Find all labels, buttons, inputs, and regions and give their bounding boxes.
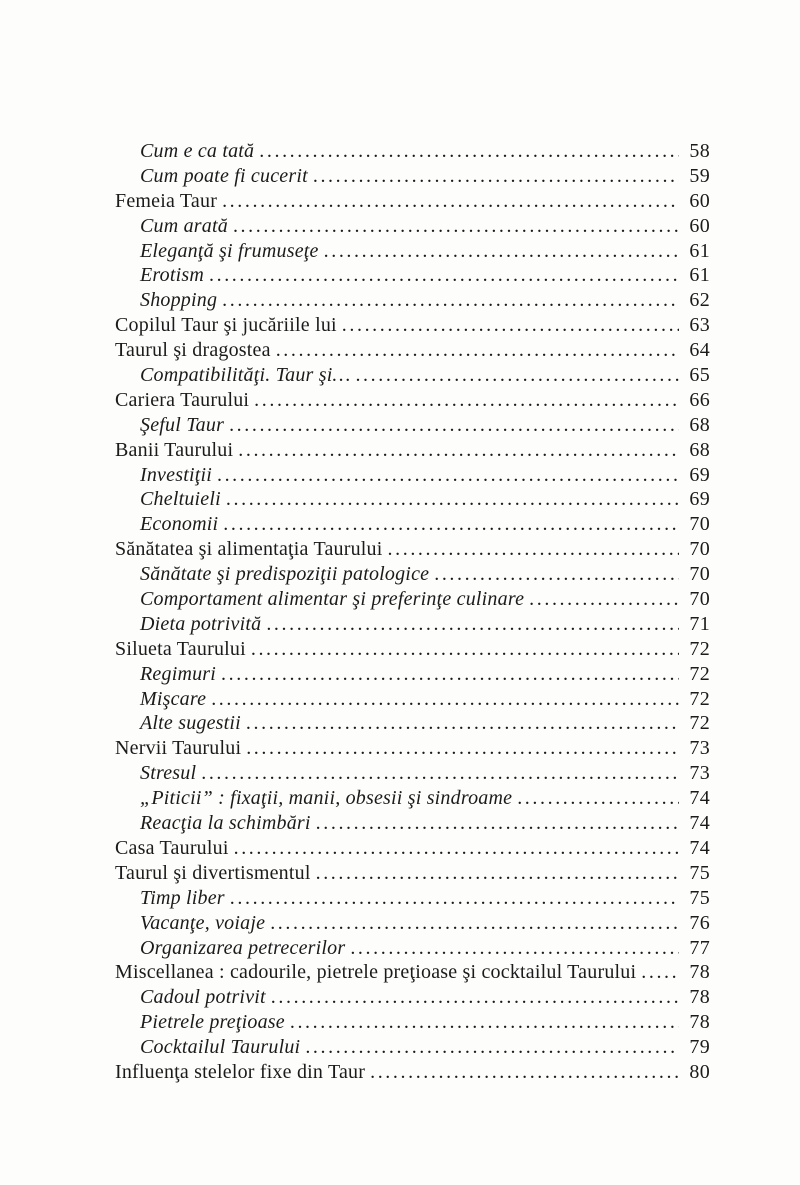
toc-entry: [115, 289, 710, 314]
toc-entry: [115, 414, 710, 439]
toc-entry: [115, 961, 710, 986]
toc-entry-title: Sănătate şi predispoziţii patologice: [140, 563, 430, 586]
toc-entry-title: Erotism: [140, 264, 204, 287]
toc-entry-page: 61: [689, 264, 710, 287]
toc-entry-page: 73: [689, 762, 710, 785]
toc-list: [115, 140, 710, 1086]
toc-entry-page: 77: [689, 936, 710, 959]
toc-entry-page: 69: [689, 488, 710, 511]
toc-entry-title: Cum poate fi cucerit: [140, 164, 308, 187]
dot-leader: [222, 289, 679, 312]
toc-entry: [115, 513, 710, 538]
dot-leader: [254, 389, 679, 412]
toc-entry: [115, 712, 710, 737]
dot-leader: [355, 364, 679, 387]
toc-entry: [115, 588, 710, 613]
toc-entry-title: Mişcare: [140, 687, 207, 710]
dot-leader: [290, 1011, 679, 1034]
toc-entry: [115, 439, 710, 464]
toc-entry-title: Cariera Taurului: [115, 388, 250, 411]
toc-entry-title: Comportament alimentar şi preferinţe culinare: [140, 588, 525, 611]
toc-entry: [115, 663, 710, 688]
toc-entry-title: Taurul şi dragostea: [115, 339, 271, 362]
dot-leader: [370, 1061, 679, 1084]
dot-leader: [209, 264, 679, 287]
toc-entry-title: Taurul şi divertismentul: [115, 861, 311, 884]
toc-entry: [115, 314, 710, 339]
dot-leader: [234, 837, 679, 860]
toc-entry: [115, 912, 710, 937]
dot-leader: [316, 812, 679, 835]
toc-entry-page: 78: [689, 986, 710, 1009]
toc-entry: [115, 638, 710, 663]
toc-entry-page: 74: [689, 836, 710, 859]
toc-entry-page: 68: [689, 413, 710, 436]
toc-entry-page: 74: [689, 787, 710, 810]
toc-entry: [115, 563, 710, 588]
toc-entry: [115, 762, 710, 787]
toc-entry-page: 80: [689, 1060, 710, 1083]
toc-entry: [115, 787, 710, 812]
toc-entry: [115, 887, 710, 912]
dot-leader: [434, 563, 679, 586]
toc-entry: [115, 862, 710, 887]
toc-entry: [115, 339, 710, 364]
toc-entry-page: 69: [689, 463, 710, 486]
toc-entry-page: 70: [689, 588, 710, 611]
toc-entry: [115, 165, 710, 190]
dot-leader: [276, 339, 679, 362]
dot-leader: [221, 663, 679, 686]
dot-leader: [266, 613, 679, 636]
toc-entry-page: 62: [689, 289, 710, 312]
toc-entry-page: 64: [689, 339, 710, 362]
toc-entry-page: 63: [689, 314, 710, 337]
dot-leader: [313, 165, 679, 188]
toc-entry-title: Timp liber: [140, 886, 225, 909]
toc-entry: [115, 986, 710, 1011]
dot-leader: [517, 787, 679, 810]
toc-entry: [115, 264, 710, 289]
toc-entry-page: 75: [689, 886, 710, 909]
toc-entry: [115, 1036, 710, 1061]
dot-leader: [230, 887, 679, 910]
toc-entry: [115, 688, 710, 713]
toc-entry-title: Femeia Taur: [115, 189, 218, 212]
toc-entry: [115, 837, 710, 862]
dot-leader: [222, 190, 679, 213]
toc-entry-title: Alte sugestii: [140, 712, 241, 735]
toc-entry-title: Casa Taurului: [115, 836, 229, 859]
toc-entry: [115, 190, 710, 215]
toc-entry: [115, 140, 710, 165]
toc-entry-page: 70: [689, 513, 710, 536]
toc-entry-title: Şeful Taur: [140, 413, 225, 436]
toc-entry-page: 70: [689, 563, 710, 586]
dot-leader: [233, 215, 679, 238]
dot-leader: [342, 314, 679, 337]
toc-entry-title: Compatibilităţi. Taur şi…: [140, 364, 351, 387]
dot-leader: [223, 513, 679, 536]
toc-entry: [115, 538, 710, 563]
dot-leader: [229, 414, 679, 437]
toc-entry-page: 72: [689, 662, 710, 685]
dot-leader: [226, 488, 679, 511]
dot-leader: [529, 588, 679, 611]
toc-entry: [115, 240, 710, 265]
toc-entry-title: Reacţia la schimbări: [140, 812, 311, 835]
toc-entry-page: 72: [689, 687, 710, 710]
dot-leader: [217, 464, 679, 487]
toc-entry-title: Influenţa stelelor fixe din Taur: [115, 1060, 366, 1083]
dot-leader: [238, 439, 679, 462]
toc-entry: [115, 613, 710, 638]
toc-entry-page: 60: [689, 189, 710, 212]
toc-entry-title: Pietrele preţioase: [140, 1011, 285, 1034]
toc-entry-page: 74: [689, 812, 710, 835]
toc-entry-page: 68: [689, 438, 710, 461]
toc-entry-title: Miscellanea : cadourile, pietrele preţioase şi cocktailul Taurului: [115, 961, 637, 984]
toc-entry-title: Cheltuieli: [140, 488, 221, 511]
dot-leader: [316, 862, 679, 885]
toc-entry-page: 61: [689, 239, 710, 262]
toc-entry: [115, 812, 710, 837]
toc-entry-title: Sănătatea şi alimentaţia Taurului: [115, 538, 383, 561]
toc-entry: [115, 1061, 710, 1086]
dot-leader: [246, 737, 679, 760]
toc-entry-title: Vacanţe, voiaje: [140, 911, 266, 934]
dot-leader: [641, 961, 679, 984]
toc-entry-page: 70: [689, 538, 710, 561]
toc-entry-page: 58: [689, 140, 710, 162]
dot-leader: [246, 712, 679, 735]
dot-leader: [324, 240, 679, 263]
toc-entry-title: Organizarea petrecerilor: [140, 936, 346, 959]
toc-entry-page: 79: [689, 1036, 710, 1059]
toc-entry-page: 75: [689, 861, 710, 884]
toc-entry-page: 72: [689, 637, 710, 660]
toc-entry-page: 71: [689, 612, 710, 635]
toc-entry-page: 73: [689, 737, 710, 760]
toc-entry-page: 76: [689, 911, 710, 934]
toc-entry-page: 78: [689, 1011, 710, 1034]
dot-leader: [305, 1036, 679, 1059]
dot-leader: [211, 688, 679, 711]
toc-entry-title: Copilul Taur şi jucăriile lui: [115, 314, 337, 337]
toc-entry-page: 72: [689, 712, 710, 735]
toc-entry: [115, 389, 710, 414]
toc-entry-page: 60: [689, 214, 710, 237]
toc-entry: [115, 937, 710, 962]
toc-entry: [115, 464, 710, 489]
dot-leader: [270, 912, 679, 935]
toc-entry-title: Dieta potrivită: [140, 612, 262, 635]
toc-entry-title: Nervii Taurului: [115, 737, 242, 760]
toc-entry-title: „Piticii” : fixaţii, manii, obsesii şi sindroame: [140, 787, 513, 810]
toc-entry: [115, 488, 710, 513]
dot-leader: [388, 538, 679, 561]
toc-entry-title: Investiţii: [140, 463, 212, 486]
toc-entry-page: 66: [689, 388, 710, 411]
toc-entry-title: Shopping: [140, 289, 218, 312]
toc-entry-page: 78: [689, 961, 710, 984]
toc-entry: [115, 1011, 710, 1036]
toc-entry-title: Eleganţă şi frumuseţe: [140, 239, 319, 262]
dot-leader: [201, 762, 679, 785]
toc-entry-title: Banii Taurului: [115, 438, 234, 461]
toc-entry: [115, 364, 710, 389]
toc-entry-title: Cadoul potrivit: [140, 986, 266, 1009]
toc-entry-title: Cocktailul Taurului: [140, 1036, 301, 1059]
dot-leader: [350, 937, 679, 960]
toc-entry-title: Regimuri: [140, 662, 217, 685]
toc-entry-title: Cum e ca tată: [140, 140, 255, 162]
toc-entry: [115, 215, 710, 240]
toc-entry-title: Cum arată: [140, 214, 228, 237]
toc-entry-page: 65: [689, 364, 710, 387]
dot-leader: [271, 986, 679, 1009]
toc-entry-title: Stresul: [140, 762, 197, 785]
toc-entry: [115, 737, 710, 762]
dot-leader: [259, 140, 679, 163]
toc-entry-title: Economii: [140, 513, 219, 536]
dot-leader: [251, 638, 679, 661]
toc-entry-title: Silueta Taurului: [115, 637, 246, 660]
toc-entry-page: 59: [689, 164, 710, 187]
